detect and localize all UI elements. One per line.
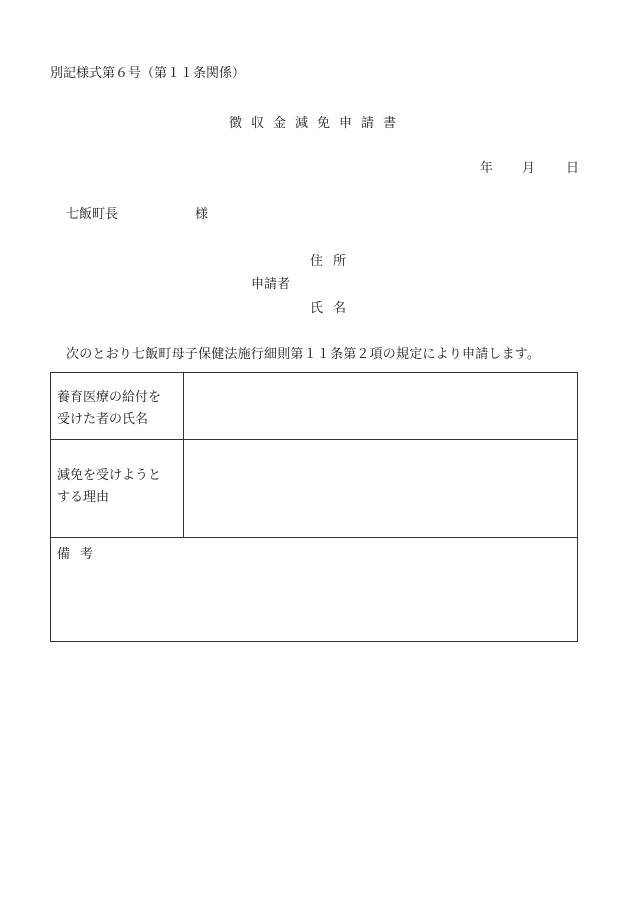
- reduction-reason-field[interactable]: [184, 439, 577, 537]
- document-title: 徴収金減免申請書: [228, 116, 405, 131]
- form-number: 別記様式第６号（第１１条関係）: [50, 66, 246, 81]
- application-table: [50, 372, 578, 642]
- date-line: [0, 162, 630, 176]
- row-label-line: 減免を受けようと: [57, 468, 162, 483]
- date-month-label: 月: [522, 161, 536, 176]
- applicant-label: 申請者: [251, 277, 291, 292]
- date-year-label: 年: [480, 161, 494, 176]
- row-label-reduction-reason: [51, 439, 184, 537]
- remarks-label: 備考: [57, 547, 104, 562]
- table-row: [51, 373, 577, 440]
- recipient-name-field[interactable]: [184, 373, 577, 439]
- table-row: [51, 439, 577, 538]
- remarks-row[interactable]: [51, 537, 577, 641]
- row-label-line: する理由: [57, 490, 110, 505]
- addressee-honorific: 様: [195, 207, 209, 222]
- row-label-line: 受けた者の氏名: [57, 412, 149, 427]
- name-label: 氏名: [310, 301, 357, 316]
- row-label-recipient-name: [51, 373, 184, 439]
- date-day-label: 日: [566, 161, 580, 176]
- row-label-line: 養育医療の給付を: [57, 390, 162, 405]
- application-statement: 次のとおり七飯町母子保健法施行細則第１１条第２項の規定により申請します。: [66, 347, 541, 362]
- address-label: 住所: [310, 254, 357, 269]
- addressee-name: 七飯町長: [66, 207, 119, 222]
